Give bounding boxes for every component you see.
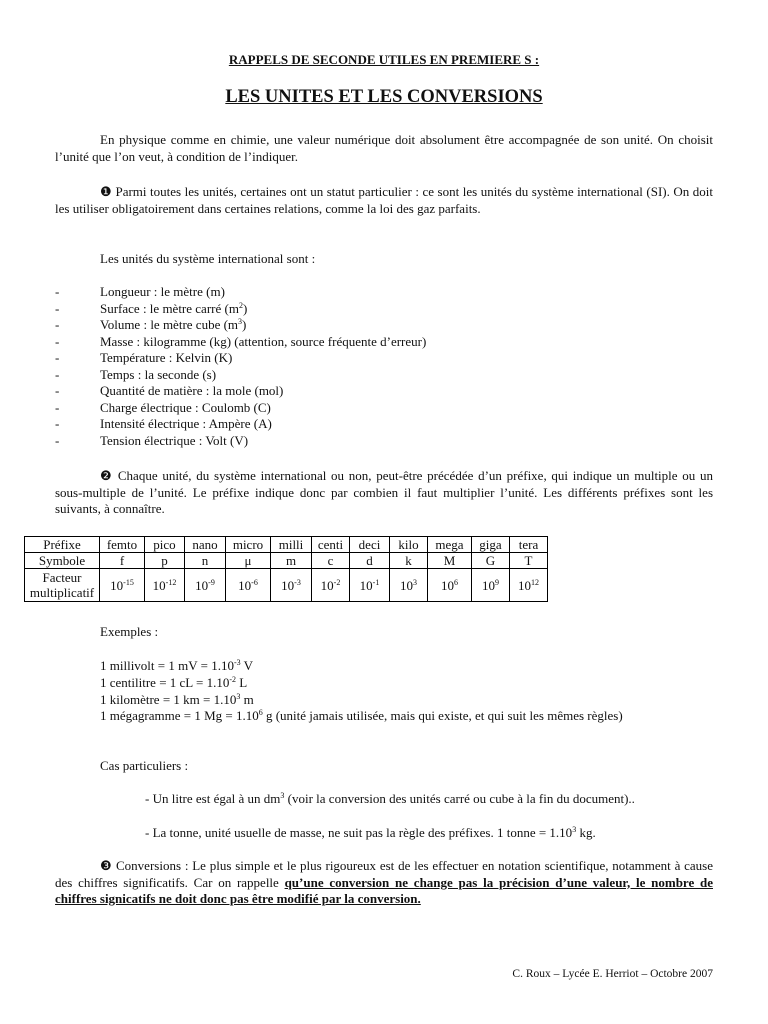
table-cell: $10^{-6}$ — [226, 569, 271, 602]
table-cell: nano — [185, 537, 226, 553]
table-cell: $10^3$ — [390, 569, 428, 602]
special-cases-label: Cas particuliers : — [100, 758, 189, 773]
table-cell: G — [472, 553, 510, 569]
table-row — [25, 553, 548, 569]
table-cell: p — [145, 553, 185, 569]
table-cell: $10^{-12}$ — [145, 569, 185, 602]
table-cell: tera — [510, 537, 548, 553]
si-units-intro: Les unités du système international sont : — [100, 251, 316, 266]
table-row — [25, 569, 548, 602]
table-cell: $10^{-3}$ — [271, 569, 312, 602]
section-1-text: Parmi toutes les unités, certaines ont un statut particulier : ce sont les unités du système international (SI). On doit les utiliser obligatoirement dans certaines relations, comme la loi des gaz parfaits. — [55, 184, 714, 216]
list-item: - Volume : le mètre cube $(m^3)$ — [55, 317, 655, 334]
table-cell: $10^{-9}$ — [185, 569, 226, 602]
list-item: - Intensité électrique : Ampère (A) — [55, 416, 655, 433]
table-row-label: Préfixe — [25, 537, 100, 553]
list-item: - Charge électrique : Coulomb (C) — [55, 400, 655, 417]
table-cell: $10^9$ — [472, 569, 510, 602]
examples-label: Exemples : — [100, 624, 159, 639]
section-3-marker: ❸ — [100, 858, 113, 873]
table-row-label: Facteur multiplicatif — [25, 569, 100, 602]
section-2-marker: ❷ — [100, 468, 114, 483]
list-item: - Temps : la seconde (s) — [55, 367, 655, 384]
table-cell: $10^{12}$ — [510, 569, 548, 602]
section-2-paragraph — [55, 468, 713, 518]
prefix-table — [24, 536, 548, 602]
table-cell: μ — [226, 553, 271, 569]
table-cell: d — [350, 553, 390, 569]
table-cell: f — [100, 553, 145, 569]
table-cell: M — [428, 553, 472, 569]
list-item: - Quantité de matière : la mole (mol) — [55, 383, 655, 400]
special-case-tonne: - La tonne, unité usuelle de masse, ne suit pas la règle des préfixes. 1 tonne = $1.10^3$ kg. — [145, 825, 596, 840]
table-cell: m — [271, 553, 312, 569]
table-cell: milli — [271, 537, 312, 553]
table-cell: giga — [472, 537, 510, 553]
section-3-text: Conversions : Le plus simple et le plus rigoureux est de les effectuer en notation scientifique, notamment à cause des chiffres significatifs. Car on rappelle — [55, 858, 713, 890]
table-cell: $10^{-1}$ — [350, 569, 390, 602]
table-cell: pico — [145, 537, 185, 553]
document-title: LES UNITES ET LES CONVERSIONS — [225, 87, 543, 107]
list-item: - Masse : kilogramme (kg) (attention, source fréquente d’erreur) — [55, 334, 655, 351]
list-item: - Tension électrique : Volt (V) — [55, 433, 655, 450]
special-case-litre: - Un litre est égal à un $dm^3$ (voir la conversion des unités carré ou cube à la fin du document).. — [145, 791, 635, 806]
table-cell: c — [312, 553, 350, 569]
table-cell: centi — [312, 537, 350, 553]
si-units-list — [55, 284, 655, 449]
document-subtitle: RAPPELS DE SECONDE UTILES EN PREMIERE S : — [228, 52, 540, 67]
example-kilometre: 1 kilomètre = 1 km = $1.10^3$ m — [100, 692, 254, 707]
table-cell: deci — [350, 537, 390, 553]
table-cell: micro — [226, 537, 271, 553]
document-footer: C. Roux – Lycée E. Herriot – Octobre 2007 — [512, 968, 713, 980]
section-3-paragraph — [55, 858, 713, 908]
section-1-marker: ❶ — [100, 184, 112, 199]
example-millivolt: 1 millivolt = 1 mV = $1.10^{-3}$ V — [100, 658, 254, 673]
table-cell: $10^{-15}$ — [100, 569, 145, 602]
table-cell: k — [390, 553, 428, 569]
table-cell: n — [185, 553, 226, 569]
list-item: - Surface : le mètre carré $(m^2)$ — [55, 301, 655, 318]
section-1-paragraph — [55, 184, 713, 217]
intro-paragraph: En physique comme en chimie, une valeur numérique doit absolument être accompagnée de son unité. On choisit l’unité que l’on veut, à condition de l’indiquer. — [55, 132, 713, 164]
table-cell: T — [510, 553, 548, 569]
list-item: - Température : Kelvin (K) — [55, 350, 655, 367]
table-row-label: Symbole — [25, 553, 100, 569]
example-centilitre: 1 centilitre = 1 cL = $1.10^{-2}$ L — [100, 675, 248, 690]
table-cell: femto — [100, 537, 145, 553]
table-row — [25, 537, 548, 553]
list-item: - Longueur : le mètre (m) — [55, 284, 655, 301]
table-cell: kilo — [390, 537, 428, 553]
table-cell: $10^6$ — [428, 569, 472, 602]
example-megagramme: 1 mégagramme = 1 $Mg = 1.10^6$ g (unité jamais utilisée, mais qui existe, et qui suit les mêmes règles) — [100, 708, 623, 723]
section-3-emphasis: qu’une conversion ne change pas la précision d’une valeur, le nombre de chiffres signicatifs ne doit donc pas être modifié par la conversion. — [55, 874, 713, 906]
table-cell: $10^{-2}$ — [312, 569, 350, 602]
section-2-text: Chaque unité, du système international ou non, peut-être précédée d’un préfixe, qui indique un multiple ou un sous-multiple de l’unité. Le préfixe indique donc par combien il faut multiplier l’unité. Les différents préfixes sont les suivants, à connaître. — [55, 468, 714, 516]
table-cell: mega — [428, 537, 472, 553]
